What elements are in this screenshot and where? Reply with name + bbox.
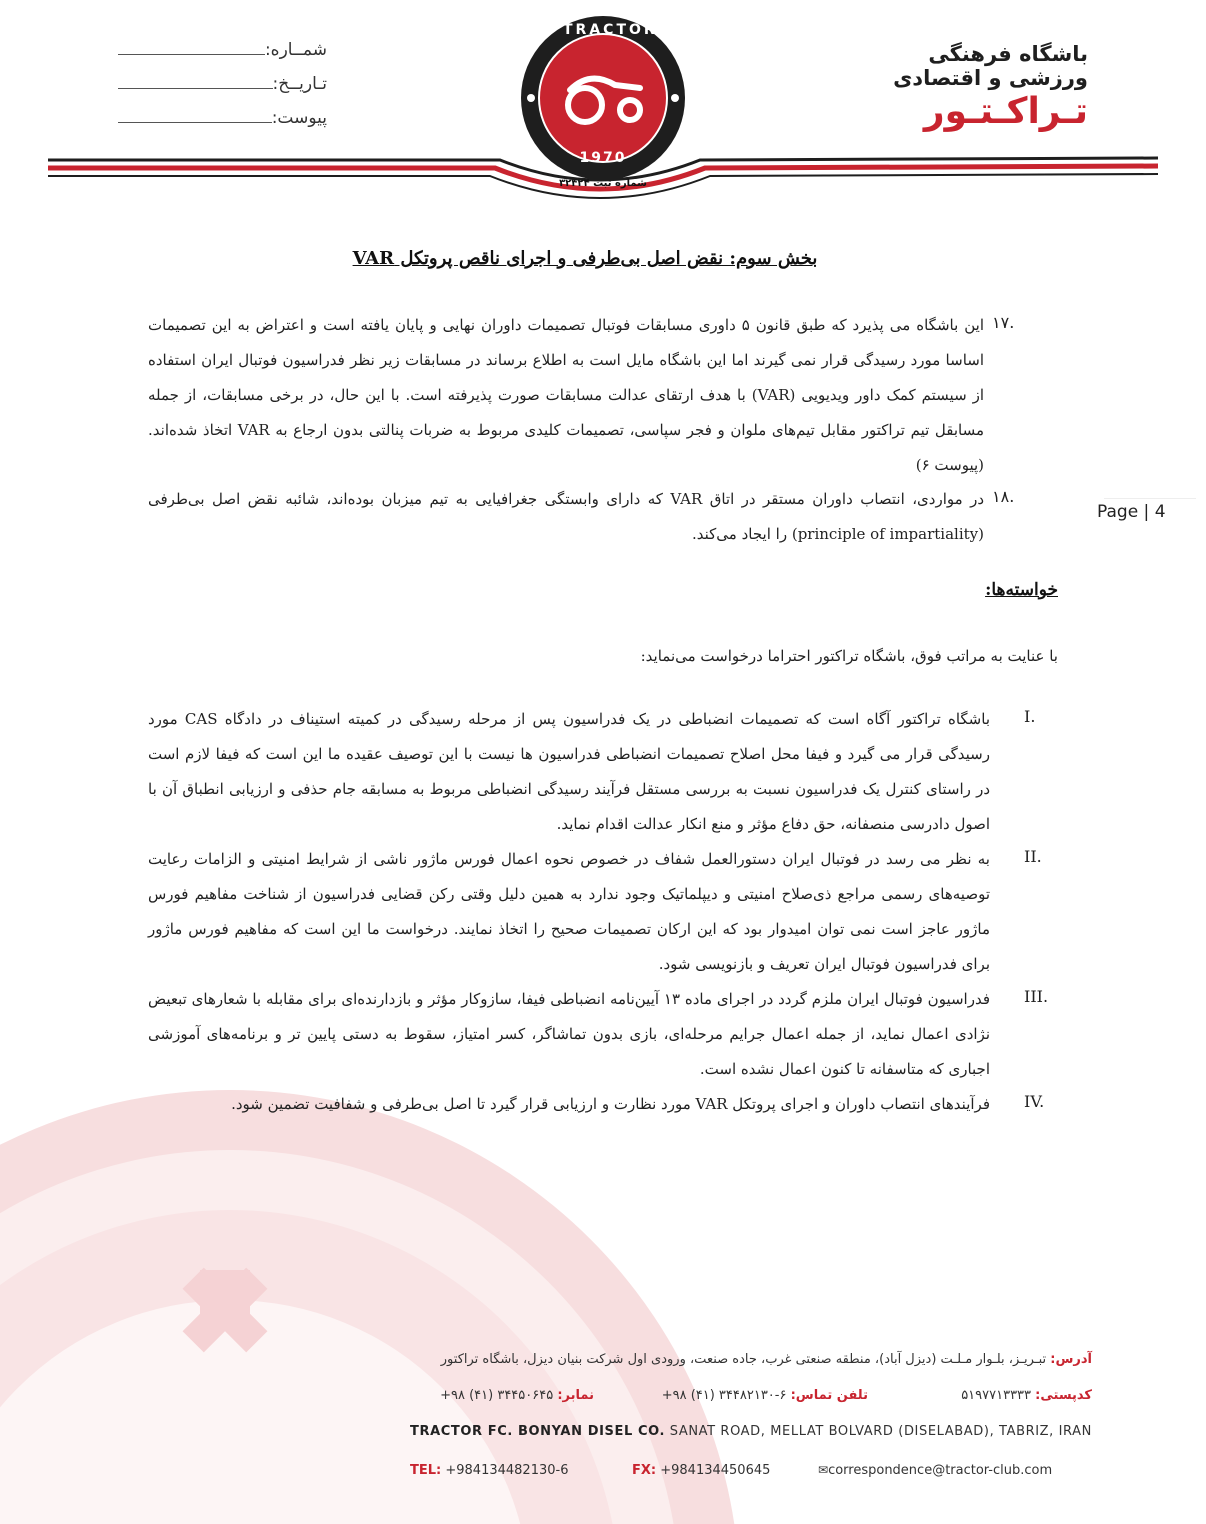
footer-address-text: تبـریـز، بلـوار مـلـت (دیزل آباد)، منطقه صنعتی غرب، جاده صنعت، ورودی اول شرکت بنیان دیزل، باشگاه تراکتور [440, 1352, 1047, 1367]
footer-address-label: آدرس: [1050, 1352, 1092, 1367]
footer-tel-label: TEL: [410, 1463, 442, 1478]
footer-fax-number: +۹۸ (۴۱) ۳۴۴۵۰۶۴۵ [440, 1388, 554, 1403]
footer-english-address-text: SANAT ROAD, MELLAT BOLVARD (DISELABAD), TABRIZ, IRAN [665, 1424, 1092, 1439]
footer-fax [440, 1388, 594, 1403]
attachment-field [112, 108, 327, 128]
request-4-text: فرآیندهای انتصاب داوران و اجرای پروتکل VAR مورد نظارت و ارزیابی قرار گیرد تا اصل بی‌طرفی و شفافیت تضمین شود. [231, 1095, 990, 1113]
footer-tel-number: +984134482130-6 [441, 1463, 569, 1478]
registration-number: شماره ثبت ۳۲۴۲۴ [559, 178, 647, 189]
item-18-text: در مواردی، انتصاب داوران مستقر در اتاق VAR که دارای وابستگی جغرافیایی به تیم میزبان بوده‌اند، شائبه نقض اصل بی‌طرفی (principle of impartiality) را ایجاد می‌کند. [148, 490, 984, 543]
footer-postal-code: ۵۱۹۷۷۱۳۳۳۳ [961, 1388, 1032, 1403]
letter-date-label: تـاریــخ: [272, 74, 327, 94]
section-title: بخش سوم: نقض اصل بی‌طرفی و اجرای ناقص پروتکل VAR [352, 248, 818, 269]
letter-date-field [112, 74, 327, 94]
attachment-line [118, 121, 272, 123]
letter-number-field [112, 40, 327, 60]
footer-email-address[interactable]: correspondence@tractor-club.com [828, 1463, 1053, 1478]
club-name-line2: ورزشی و اقتصادی [893, 66, 1088, 90]
footer-phone [662, 1388, 868, 1403]
item-17-number: ۱۷. [992, 313, 1015, 332]
footer-fax-label: نمابر: [557, 1388, 594, 1403]
footer-phone-number: +۹۸ (۴۱) ۳۴۴۸۲۱۳۰-۶ [661, 1388, 787, 1403]
footer-postal [961, 1388, 1092, 1403]
footer-tel [410, 1463, 568, 1478]
logo-year: 1970 [579, 150, 627, 166]
requests-heading: خواسته‌ها: [985, 580, 1058, 600]
footer-fx-number: +984134450645 [656, 1463, 771, 1478]
request-4-number: IV. [1024, 1092, 1045, 1111]
request-3-text: فدراسیون فوتبال ایران ملزم گردد در اجرای ماده ۱۳ آیین‌نامه انضباطی فیفا، سازوکار مؤثر و بازدارنده‌ای برای مقابله با شعارهای تبعیض نژادی اعمال نماید، از جمله اعمال جرایم مرحله‌ای، بازی بدون تماشاگر، کسر امتیاز، سقوط به دستی پایین تر و برنامه‌های آموزشی اجباری که متاسفانه تا کنون اعمال نشده است. [148, 990, 990, 1078]
request-2-text: به نظر می رسد در فوتبال ایران دستورالعمل شفاف در خصوص نحوه اعمال فورس ماژور ناشی از شرایط امنیتی و الزامات رعایت توصیه‌های رسمی مراجع ذی‌صلاح امنیتی و دیپلماتیک وجود ندارد به همین دلیل وقتی رکن قضایی فدراسیون از شناخت مفاهیم فورس ماژور عاجز است نمی توان امیدوار بود که این ارکان تصمیمات صحیح را اتخاذ نمایند. درخواست ما این است که مفاهیم فورس ماژور برای فدراسیون فوتبال ایران تعریف و بازنویسی شود. [148, 850, 990, 973]
item-18-number: ۱۸. [992, 487, 1015, 506]
watermark-emblem [0, 1090, 740, 1524]
request-1-number: I. [1024, 707, 1036, 726]
request-2-number: II. [1024, 847, 1042, 866]
request-3-number: III. [1024, 987, 1049, 1006]
logo-top-text: TRACTOR [563, 22, 658, 38]
footer-fx-label: FX: [632, 1463, 657, 1478]
footer-address [441, 1352, 1092, 1367]
request-1-text: باشگاه تراکتور آگاه است که تصمیمات انضباطی در یک فدراسیون پس از مرحله رسیدگی در کمیته استیناف در دادگاه CAS مورد رسیدگی قرار می گیرد و فیفا محل اصلاح تصمیمات انضباطی فدراسیون ها نیست با این توصیف عقیده ما این است که فیفا لازم است در راستای کنترل یک فدراسیون نسبت به بررسی مستقل فرآیند رسیدگی انضباطی مربوط به مسابقه جام حذفی و ارزیابی انطباق آن با اصول دادرسی منصفانه، حق دفاع مؤثر و منع انکار عدالت اقدام نماید. [148, 710, 990, 833]
attachment-label: پیوست: [271, 108, 327, 128]
club-name-block [893, 42, 1088, 134]
club-name-line3: تـراکـتـور [923, 91, 1088, 132]
page-label-divider [1104, 498, 1196, 499]
club-name-line1: باشگاه فرهنگی [928, 42, 1088, 66]
footer-english-address [410, 1424, 1092, 1439]
footer-email[interactable] [818, 1463, 1052, 1478]
requests-intro: با عنایت به مراتب فوق، باشگاه تراکتور احتراما درخواست می‌نماید: [640, 647, 1058, 665]
item-17-text: این باشگاه می پذیرد که طبق قانون ۵ داوری مسابقات فوتبال تصمیمات داوران نهایی و پایان یافته است و اعتراض به این تصمیمات اساسا مورد رسیدگی قرار نمی گیرند اما این باشگاه مایل است به اطلاع برساند در مسابقات زیر نظر فدراسیون فوتبال ایران استفاده از سیستم کمک داور ویدیویی (VAR) با هدف ارتقای عدالت مسابقات صورت پذیرفته است. با این حال، در برخی مسابقات، از جمله مسابقل تیم تراکتور مقابل تیم‌های ملوان و فجر سپاسی، تصمیمات کلیدی مربوط به ضربات پنالتی بدون ارجاع به VAR اتخاذ شده‌اند. (پیوست ۶) [148, 316, 985, 474]
footer-postal-label: کدپستی: [1035, 1388, 1092, 1403]
page-number: Page | 4 [1097, 502, 1166, 522]
letter-date-line [118, 87, 273, 89]
footer-fx [632, 1463, 770, 1478]
mail-icon: ✉ [818, 1463, 829, 1477]
letter-number-line [118, 53, 265, 55]
footer-company-name: TRACTOR FC. BONYAN DISEL CO. [410, 1424, 666, 1439]
letter-number-label: شمــاره: [264, 40, 327, 60]
footer-phone-label: تلفن تماس: [790, 1388, 868, 1403]
